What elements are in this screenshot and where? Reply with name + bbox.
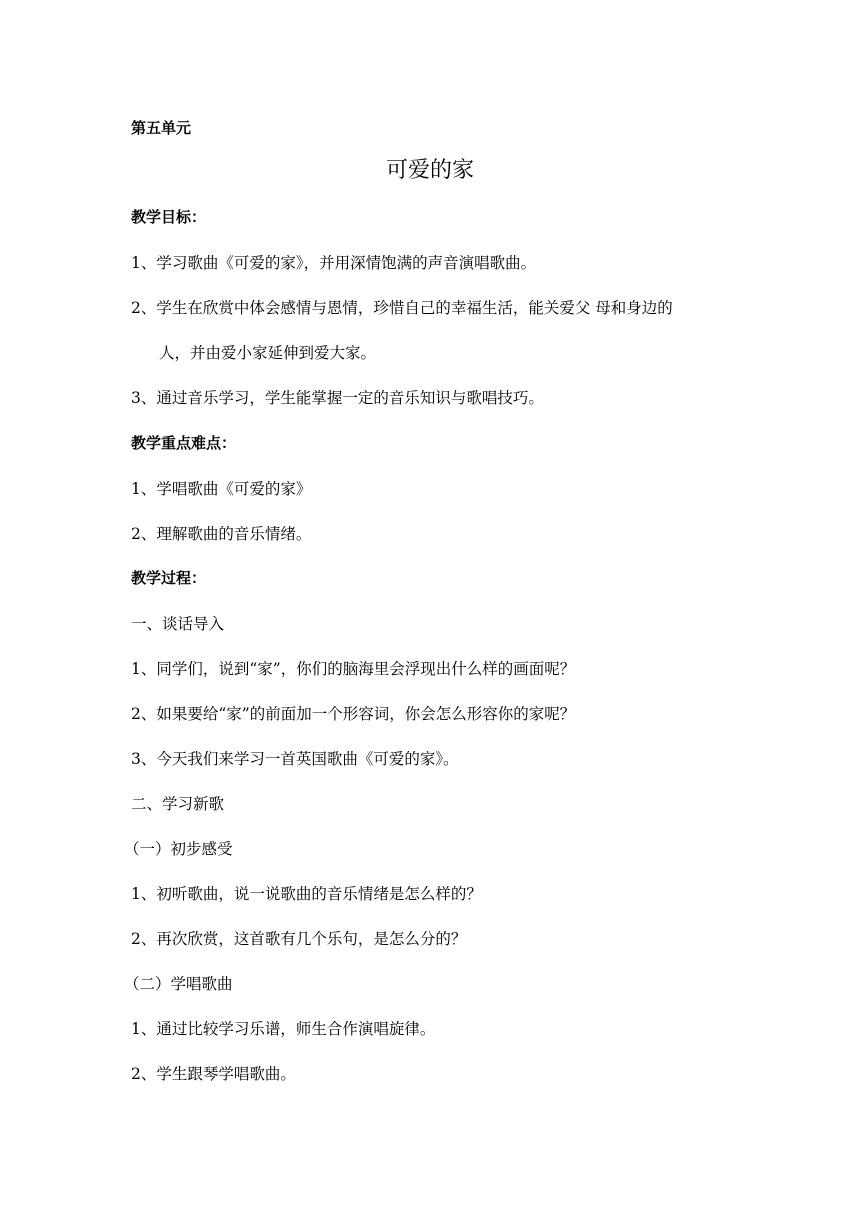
- process-item: 1、同学们，说到“家”，你们的脑海里会浮现出什么样的画面呢？: [131, 660, 576, 678]
- process-item: 2、如果要给“家”的前面加一个形容词，你会怎么形容你的家呢？: [131, 705, 576, 723]
- section-title: 一、谈话导入: [131, 615, 225, 633]
- key-points-heading: 教学重点难点：: [131, 434, 237, 452]
- process-heading: 教学过程：: [131, 569, 207, 587]
- subsection-title: （一）初步感受: [124, 840, 233, 858]
- key-point-item: 1、学唱歌曲《可爱的家》: [131, 480, 312, 498]
- section-title: 二、学习新歌: [131, 795, 225, 813]
- objective-item-continued: 人，并由爱小家延伸到爱大家。: [159, 344, 377, 362]
- objectives-heading: 教学目标：: [131, 208, 207, 226]
- process-item: 2、学生跟琴学唱歌曲。: [131, 1065, 296, 1083]
- process-item: 3、今天我们来学习一首英国歌曲《可爱的家》。: [131, 750, 459, 768]
- subsection-title: （二）学唱歌曲: [124, 975, 233, 993]
- objective-item: 3、通过音乐学习，学生能掌握一定的音乐知识与歌唱技巧。: [131, 389, 544, 407]
- process-item: 2、再次欣赏，这首歌有几个乐句，是怎么分的？: [131, 930, 467, 948]
- key-point-item: 2、理解歌曲的音乐情绪。: [131, 525, 312, 543]
- objective-item: 1、学习歌曲《可爱的家》，并用深情饱满的声音演唱歌曲。: [131, 254, 537, 272]
- process-item: 1、初听歌曲，说一说歌曲的音乐情绪是怎么样的？: [131, 885, 482, 903]
- unit-label: 第五单元: [131, 119, 192, 137]
- process-item: 1、通过比较学习乐谱，师生合作演唱旋律。: [131, 1020, 436, 1038]
- page-title: 可爱的家: [385, 158, 474, 183]
- objective-item: 2、学生在欣赏中体会感情与恩情，珍惜自己的幸福生活，能关爱父 母和身边的: [131, 299, 673, 317]
